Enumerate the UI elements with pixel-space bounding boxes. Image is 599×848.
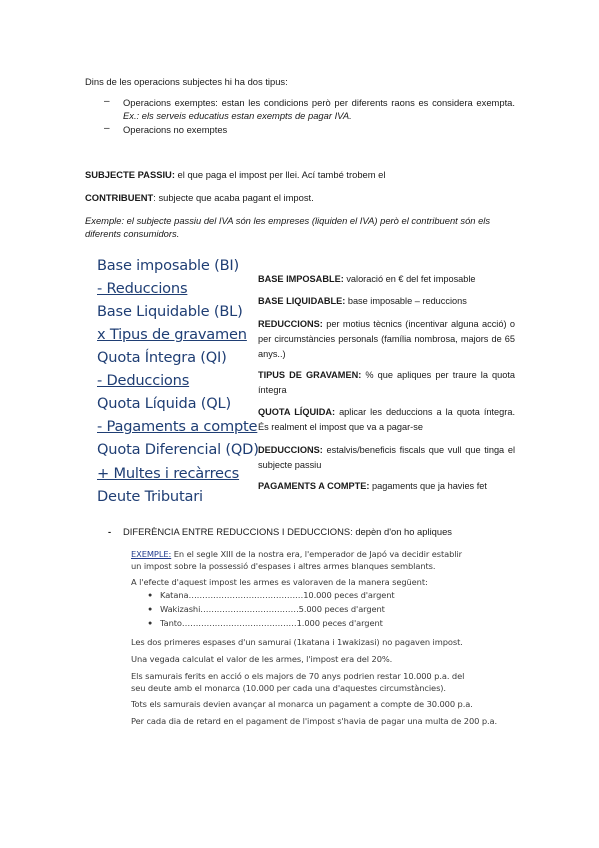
exemple-label: EXEMPLE: xyxy=(131,549,172,559)
definition-reduccions xyxy=(258,317,515,362)
definition-text: pagaments que ja havies fet xyxy=(369,481,487,491)
scheme-multes-recarrecs: + Multes i recàrrecs xyxy=(97,465,240,482)
contribuent-label: CONTRIBUENT xyxy=(85,192,154,203)
definition-text: base imposable – reduccions xyxy=(345,296,467,306)
intro-item-example: Ex.: els serveis educatius estan exempts de pagar IVA. xyxy=(123,110,352,121)
exemple-p3: Els samurais ferits en acció o els majors de 70 anys podrien restar 10.000 p.a. del seu deute amb el monarca (10.000 per cada una d'aquestes circumstàncies). xyxy=(131,671,465,693)
scheme-base-liquidable: Base Liquidable (BL) xyxy=(97,303,243,320)
arma-wakizashi: Wakizashi………………………………5.000 peces d'argent xyxy=(160,604,385,614)
scheme-deute-tributari: Deute Tributari xyxy=(97,488,203,505)
exemple-p1: Les dos primeres espases d'un samurai (1katana i 1wakizasi) no pagaven impost. xyxy=(131,637,463,647)
definition-pagaments-compte xyxy=(258,479,515,494)
definition-term: PAGAMENTS A COMPTE: xyxy=(258,481,370,491)
diferencia-bullet: - xyxy=(108,526,112,537)
definition-tipus-gravamen xyxy=(258,368,515,398)
definition-text: estalvis/beneficis fiscals que vull que tinga el subjecte passiu xyxy=(258,445,515,470)
scheme-quota-liquida: Quota Líquida (QL) xyxy=(97,395,231,412)
definition-base-imposable xyxy=(258,272,515,287)
subjecte-passiu-line xyxy=(85,168,385,181)
exemple-line: Exemple: el subjecte passiu del IVA són les empreses (liquiden el IVA) però el contribuent són els diferents consumidors. xyxy=(85,215,491,239)
exemple-p5: Per cada dia de retard en el pagament de l'impost s'havia de pagar una multa de 200 p.a. xyxy=(131,716,498,726)
exemple-p4: Tots els samurais devien avançar al monarca un pagament a compte de 30.000 p.a. xyxy=(131,699,473,709)
exemple-p2: Una vegada calculat el valor de les armes, l'impost era del 20%. xyxy=(131,654,393,664)
scheme-quota-integra: Quota Íntegra (QI) xyxy=(97,349,227,366)
intro-item-2: Operacions no exemptes xyxy=(123,124,228,135)
bullet-dot: ● xyxy=(148,592,153,599)
definition-term: REDUCCIONS: xyxy=(258,319,323,329)
definition-text: aplicar les deduccions a la quota íntegra. És realment el impost que va a pagar-se xyxy=(258,407,516,432)
definition-term: TIPUS DE GRAVAMEN: xyxy=(258,370,362,380)
dash-bullet: – xyxy=(104,123,110,134)
exemple-intro-text: En el segle XIII de la nostra era, l'emperador de Japó va decidir establir un impost sobre la possessió d'espases i altres armes blanques semblants. xyxy=(131,549,462,571)
bullet-dot: ● xyxy=(148,606,153,613)
definition-term: BASE LIQUIDABLE: xyxy=(258,296,346,306)
diferencia-text: DIFERÈNCIA ENTRE REDUCCIONS I DEDUCCIONS: depèn d'on ho apliques xyxy=(123,526,452,537)
definition-deduccions xyxy=(258,443,515,473)
intro-title: Dins de les operacions subjectes hi ha dos tipus: xyxy=(85,76,288,87)
definition-text: per motius tècnics (incentivar alguna acció) o per circumstàncies personals (família nombrosa, majors de 65 anys..) xyxy=(258,319,515,359)
arma-katana: Katana……………………………………10.000 peces d'argent xyxy=(160,590,395,600)
definition-term: QUOTA LÍQUIDA: xyxy=(258,407,336,417)
scheme-deduccions: - Deduccions xyxy=(97,372,190,389)
definition-quota-liquida xyxy=(258,405,515,435)
definition-term: BASE IMPOSABLE: xyxy=(258,274,344,284)
exemple-valoracio: A l'efecte d'aquest impost les armes es valoraven de la manera següent: xyxy=(131,577,428,587)
definition-text: % que apliques per traure la quota íntegra xyxy=(258,370,515,395)
contribuent-text: : subjecte que acaba pagant el impost. xyxy=(153,192,314,203)
subjecte-passiu-text: el que paga el impost per llei. Ací també trobem el xyxy=(174,169,386,180)
contribuent-line xyxy=(85,191,314,204)
scheme-tipus-gravamen: x Tipus de gravamen xyxy=(97,326,247,343)
bullet-dot: ● xyxy=(148,620,153,627)
dash-bullet: – xyxy=(104,96,110,107)
subjecte-passiu-label: SUBJECTE PASSIU: xyxy=(85,169,175,180)
definition-term: DEDUCCIONS: xyxy=(258,445,323,455)
scheme-pagaments-compte: - Pagaments a compte xyxy=(97,418,258,435)
definition-base-liquidable xyxy=(258,294,515,309)
intro-item-1 xyxy=(123,96,515,122)
scheme-quota-diferencial: Quota Diferencial (QD) xyxy=(97,441,259,458)
scheme-reduccions: - Reduccions xyxy=(97,280,188,297)
definition-text: valoració en € del fet imposable xyxy=(343,274,476,284)
arma-tanto: Tanto……………………………………1.000 peces d'argent xyxy=(160,618,383,628)
scheme-base-imposable: Base imposable (BI) xyxy=(97,257,240,274)
exemple-intro xyxy=(131,549,471,572)
intro-item-text: Operacions exemptes: estan les condicions però per diferents raons es considera exempta. xyxy=(123,97,515,108)
